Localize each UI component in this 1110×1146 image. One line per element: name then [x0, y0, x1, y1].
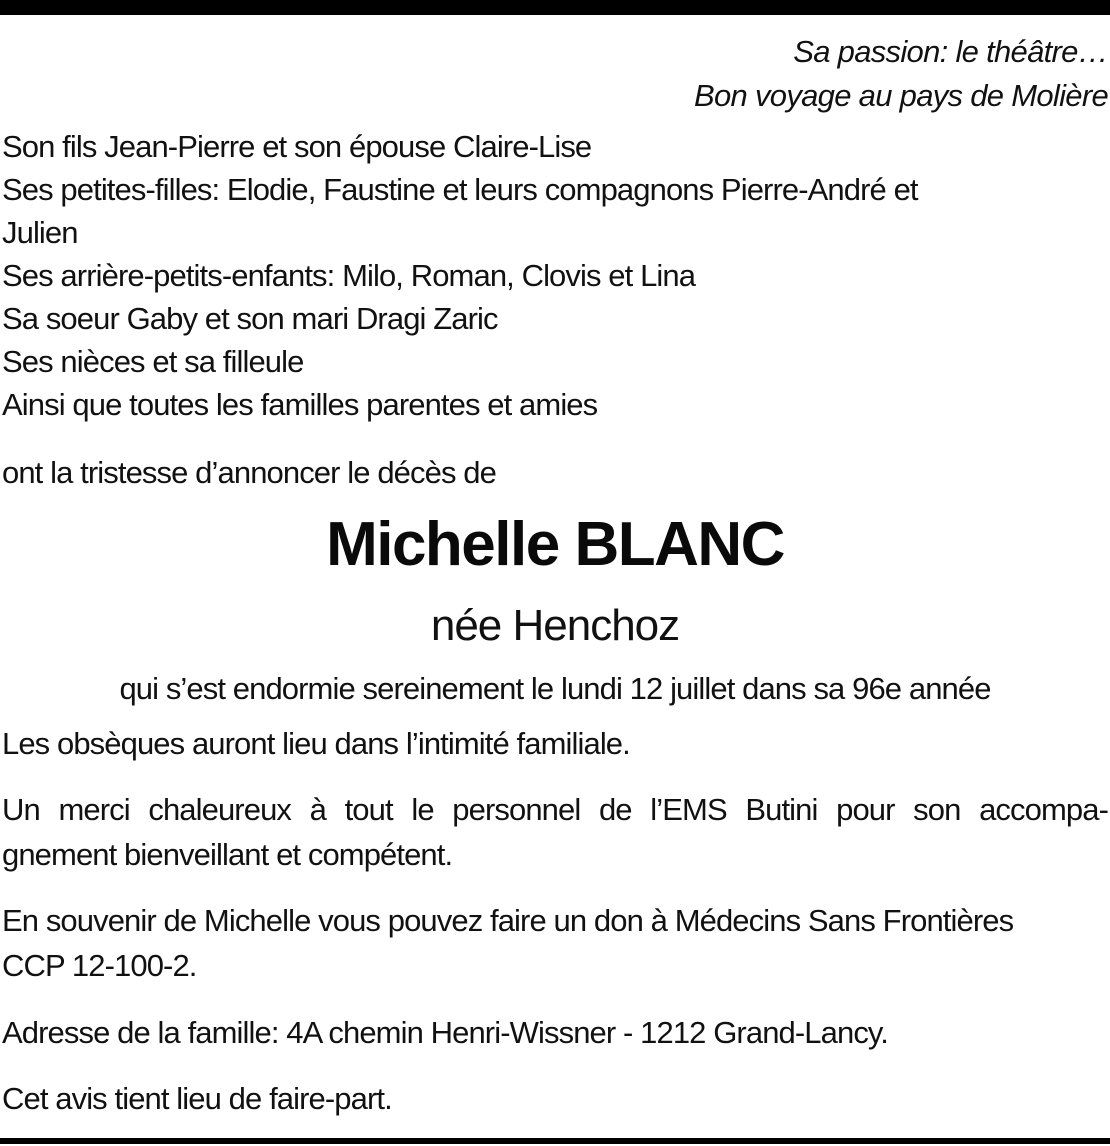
family-line: Ses nièces et sa filleule: [2, 344, 304, 379]
family-line: Ainsi que toutes les familles parentes et amies: [2, 387, 598, 422]
passing-text: qui s’est endormie sereinement le lundi 12 juillet dans sa 96e année: [119, 671, 991, 706]
address-text: Adresse de la famille: 4A chemin Henri-Wissner - 1212 Grand-Lancy.: [2, 1015, 888, 1050]
notice-text: Cet avis tient lieu de faire-part.: [2, 1081, 392, 1116]
epigraph-line: Bon voyage au pays de Molière: [694, 78, 1108, 113]
funeral-text: Les obsèques auront lieu dans l’intimité familiale.: [2, 726, 630, 761]
donation-line: En souvenir de Michelle vous pouvez faire un don à Médecins Sans Frontières: [2, 903, 1014, 938]
donation-line: CCP 12-100-2.: [2, 948, 197, 983]
family-line: Ses arrière-petits-enfants: Milo, Roman, Clovis et Lina: [2, 258, 696, 293]
announcement-text: ont la tristesse d’annoncer le décès de: [2, 455, 496, 490]
thanks-line: Un merci chaleureux à tout le personnel de l’EMS Butini pour son accompa-: [2, 792, 1108, 827]
maiden-name: née Henchoz: [430, 601, 680, 650]
family-line: Ses petites-filles: Elodie, Faustine et leurs compagnons Pierre-André et: [2, 172, 918, 207]
epigraph-line: Sa passion: le théâtre…: [793, 34, 1108, 69]
obituary-notice: [0, 15, 1110, 1138]
family-line: Sa soeur Gaby et son mari Dragi Zaric: [2, 301, 498, 336]
funeral-paragraph: [2, 721, 1108, 766]
family-line: Son fils Jean-Pierre et son épouse Claire-Lise: [2, 129, 592, 164]
donation-paragraph: [2, 898, 1108, 988]
epigraph: [694, 30, 1108, 118]
thanks-line: gnement bienveillant et compétent.: [2, 837, 453, 872]
family-list: [2, 125, 1062, 426]
notice-statement: [2, 1076, 1108, 1121]
top-border-rule: [0, 0, 1110, 15]
deceased-name: Michelle BLANC: [326, 510, 784, 579]
family-address: [2, 1010, 1108, 1055]
family-line: Julien: [2, 215, 78, 250]
bottom-border-rule: [0, 1138, 1110, 1144]
thanks-paragraph: [2, 787, 1108, 877]
